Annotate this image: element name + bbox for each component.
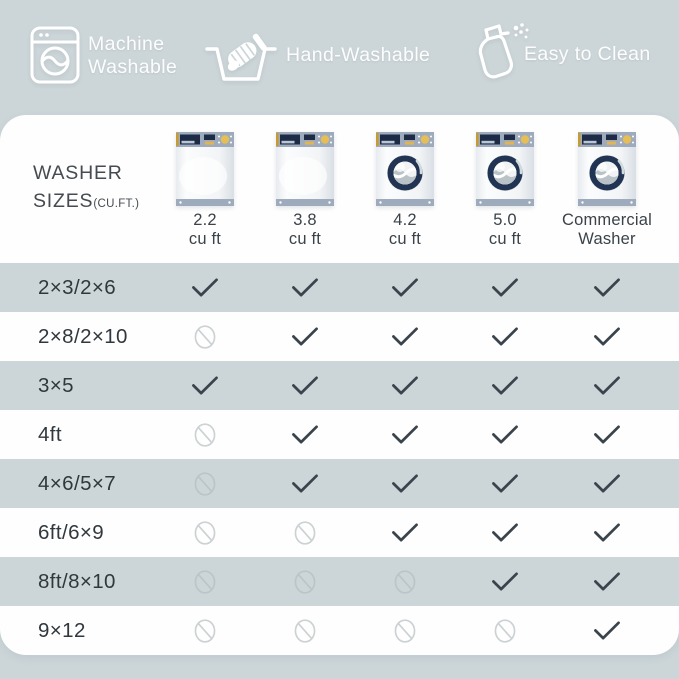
cell-not-compatible [194, 324, 217, 350]
rug-size-label: 6ft/6×9 [38, 520, 105, 544]
cell-not-compatible [194, 422, 217, 448]
check-icon [491, 571, 519, 592]
rug-size-label: 2×3/2×6 [38, 275, 117, 299]
check-icon [291, 473, 319, 494]
cell-compatible [391, 522, 419, 543]
cell-not-compatible [194, 569, 217, 595]
check-icon [391, 522, 419, 543]
washer-image-front-load [575, 129, 639, 207]
column-label-line2: Washer [578, 230, 636, 248]
column-label-line2: cu ft [288, 230, 322, 248]
cell-compatible [291, 424, 319, 445]
column-label [547, 211, 667, 249]
check-icon [593, 473, 621, 494]
washer-image-front-load [373, 129, 437, 207]
cell-compatible [491, 375, 519, 396]
rug-size-label: 2×8/2×10 [38, 324, 128, 348]
check-icon [593, 571, 621, 592]
cell-compatible [391, 277, 419, 298]
check-icon [491, 277, 519, 298]
washer-image-top-load [273, 129, 337, 207]
cell-not-compatible [294, 569, 317, 595]
cell-compatible [491, 326, 519, 347]
no-icon [494, 618, 517, 644]
check-icon [491, 375, 519, 396]
no-icon [294, 569, 317, 595]
cell-compatible [491, 522, 519, 543]
check-icon [391, 424, 419, 445]
no-icon [394, 618, 417, 644]
cell-compatible [593, 375, 621, 396]
badge-label-machine-washable: Machine Washable [88, 33, 178, 78]
rug-size-label: 4×6/5×7 [38, 471, 117, 495]
cell-compatible [593, 620, 621, 641]
cell-compatible [191, 375, 219, 396]
check-icon [593, 620, 621, 641]
check-icon [491, 473, 519, 494]
column-label-line1: Commercial [561, 211, 652, 229]
table-row-5 [0, 459, 679, 508]
washer-image-top-load [173, 129, 237, 207]
cell-compatible [593, 571, 621, 592]
cell-compatible [593, 326, 621, 347]
cell-not-compatible [194, 471, 217, 497]
cell-not-compatible [194, 618, 217, 644]
check-icon [593, 326, 621, 347]
check-icon [593, 424, 621, 445]
table-row-8 [0, 606, 679, 655]
no-icon [194, 422, 217, 448]
cell-not-compatible [394, 618, 417, 644]
table-title-line1: WASHER [33, 162, 123, 184]
no-icon [194, 618, 217, 644]
table-row-1 [0, 263, 679, 312]
check-icon [391, 326, 419, 347]
column-label-line2: cu ft [388, 230, 422, 248]
cell-compatible [593, 473, 621, 494]
washing-machine-icon [30, 26, 80, 84]
features-banner [0, 0, 679, 115]
check-icon [593, 375, 621, 396]
cell-compatible [593, 522, 621, 543]
check-icon [291, 326, 319, 347]
no-icon [194, 520, 217, 546]
washer-size-table-card [0, 115, 679, 655]
check-icon [291, 277, 319, 298]
check-icon [491, 522, 519, 543]
column-label-line1: 3.8 [293, 211, 317, 229]
cell-compatible [593, 424, 621, 445]
no-icon [294, 618, 317, 644]
no-icon [294, 520, 317, 546]
cell-not-compatible [394, 569, 417, 595]
badge-label-hand-washable: Hand-Washable [286, 44, 431, 66]
cell-compatible [391, 473, 419, 494]
check-icon [391, 473, 419, 494]
cell-not-compatible [194, 520, 217, 546]
cell-not-compatible [294, 618, 317, 644]
cell-compatible [491, 277, 519, 298]
no-icon [194, 471, 217, 497]
cell-compatible [391, 326, 419, 347]
cell-not-compatible [294, 520, 317, 546]
hand-wash-icon [204, 27, 278, 85]
rug-size-label: 9×12 [38, 618, 86, 642]
table-row-6 [0, 508, 679, 557]
cell-compatible [291, 277, 319, 298]
cell-compatible [391, 375, 419, 396]
cell-compatible [491, 473, 519, 494]
washer-image-front-load [473, 129, 537, 207]
check-icon [391, 277, 419, 298]
cell-compatible [291, 473, 319, 494]
table-title-suffix: (CU.FT.) [93, 198, 140, 210]
rug-size-label: 4ft [38, 422, 62, 446]
cell-compatible [191, 277, 219, 298]
column-header-5 [547, 129, 667, 249]
rug-size-label: 3×5 [38, 373, 74, 397]
table-row-3 [0, 361, 679, 410]
check-icon [491, 424, 519, 445]
cell-compatible [491, 424, 519, 445]
column-label-line2: cu ft [188, 230, 222, 248]
cell-compatible [391, 424, 419, 445]
check-icon [593, 522, 621, 543]
column-label-line2: cu ft [488, 230, 522, 248]
check-icon [391, 375, 419, 396]
cell-compatible [593, 277, 621, 298]
column-label-line1: 5.0 [493, 211, 517, 229]
size-rows [0, 263, 679, 655]
no-icon [394, 569, 417, 595]
check-icon [191, 375, 219, 396]
check-icon [593, 277, 621, 298]
table-title [33, 159, 139, 218]
table-row-4 [0, 410, 679, 459]
no-icon [194, 324, 217, 350]
badge-label-easy-to-clean: Easy to Clean [524, 43, 651, 65]
column-label-line1: 4.2 [393, 211, 417, 229]
cell-not-compatible [494, 618, 517, 644]
cell-compatible [291, 375, 319, 396]
rug-size-label: 8ft/8×10 [38, 569, 116, 593]
table-row-7 [0, 557, 679, 606]
table-row-2 [0, 312, 679, 361]
check-icon [291, 424, 319, 445]
table-title-line2: SIZES [33, 190, 94, 212]
check-icon [491, 326, 519, 347]
column-label-line1: 2.2 [193, 211, 217, 229]
check-icon [291, 375, 319, 396]
no-icon [194, 569, 217, 595]
cell-compatible [491, 571, 519, 592]
check-icon [191, 277, 219, 298]
cell-compatible [291, 326, 319, 347]
